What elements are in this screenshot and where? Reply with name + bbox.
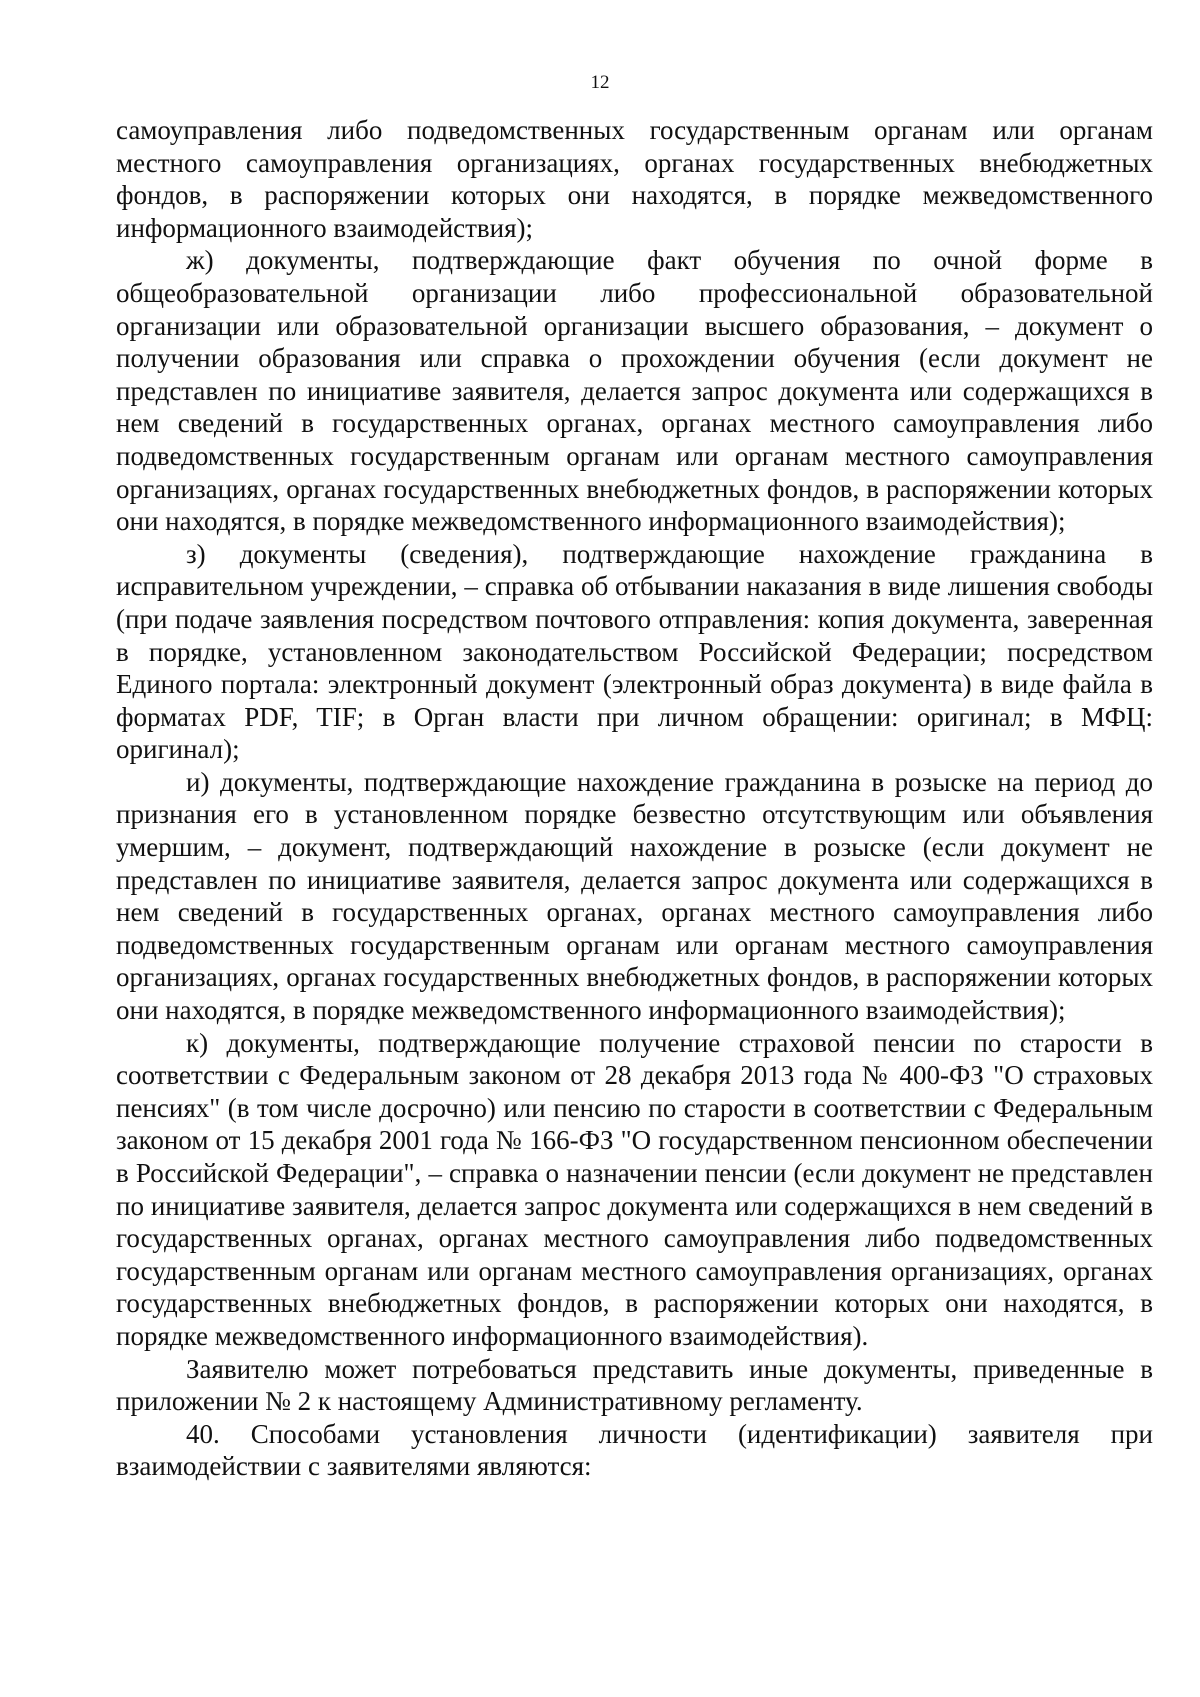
paragraph-section-40: 40. Способами установления личности (идентификации) заявителя при взаимодействии с заявителями являются: <box>116 1418 1153 1482</box>
paragraph-item-z: з) документы (сведения), подтверждающие нахождение гражданина в исправительном учреждении, – справка об отбывании наказания в виде лишения свободы (при подаче заявления посредством почтового отправления: копия документа, заверенная в порядке, установленном законодательством Российской Федерации; посредством Единого портала: электронный документ (электронный образ документа) в виде файла в форматах PDF, TIF; в Орган власти при личном обращении: оригинал; в МФЦ: оригинал); <box>116 538 1153 765</box>
page-number: 12 <box>590 72 610 93</box>
paragraph-item-i: и) документы, подтверждающие нахождение гражданина в розыске на период до признания его в установленном порядке безвестно отсутствующим или объявления умершим, – документ, подтверждающий нахождение в розыске (если документ не представлен по инициативе заявителя, делается запрос документа или содержащихся в нем сведений в государственных органах, органах местного самоуправления либо подведомственных государственным органам или органам местного самоуправления организациях, органах государственных внебюджетных фондов, в распоряжении которых они находятся, в порядке межведомственного информационного взаимодействия); <box>116 766 1153 1026</box>
paragraph-continuation: самоуправления либо подведомственных государственным органам или органам местного самоуправления организациях, органах государственных внебюджетных фондов, в распоряжении которых они находятся, в порядке межведомственного информационного взаимодействия); <box>116 115 1153 243</box>
paragraph-item-zh: ж) документы, подтверждающие факт обучения по очной форме в общеобразовательной организации либо профессиональной образовательной организации или образовательной организации высшего образования, – документ о получении образования или справка о прохождении обучения (если документ не представлен по инициативе заявителя, делается запрос документа или содержащихся в нем сведений в государственных органах, органах местного самоуправления либо подведомственных государственным органам или органам местного самоуправления организациях, органах государственных внебюджетных фондов, в распоряжении которых они находятся, в порядке межведомственного информационного взаимодействия); <box>116 245 1153 537</box>
paragraph-other-documents: Заявителю может потребоваться представить иные документы, приведенные в приложении № 2 к настоящему Административному регламенту. <box>116 1353 1153 1417</box>
document-body <box>116 114 1153 1483</box>
paragraph-item-k: к) документы, подтверждающие получение страховой пенсии по старости в соответствии с Федеральным законом от 28 декабря 2013 года № 400-ФЗ "О страховых пенсиях" (в том числе досрочно) или пенсию по старости в соответствии с Федеральным законом от 15 декабря 2001 года № 166-ФЗ "О государственном пенсионном обеспечении в Российской Федерации", – справка о назначении пенсии (если документ не представлен по инициативе заявителя, делается запрос документа или содержащихся в нем сведений в государственных органах, органах местного самоуправления либо подведомственных государственным органам или органам местного самоуправления организациях, органах государственных внебюджетных фондов, в распоряжении которых они находятся, в порядке межведомственного информационного взаимодействия). <box>116 1027 1153 1351</box>
